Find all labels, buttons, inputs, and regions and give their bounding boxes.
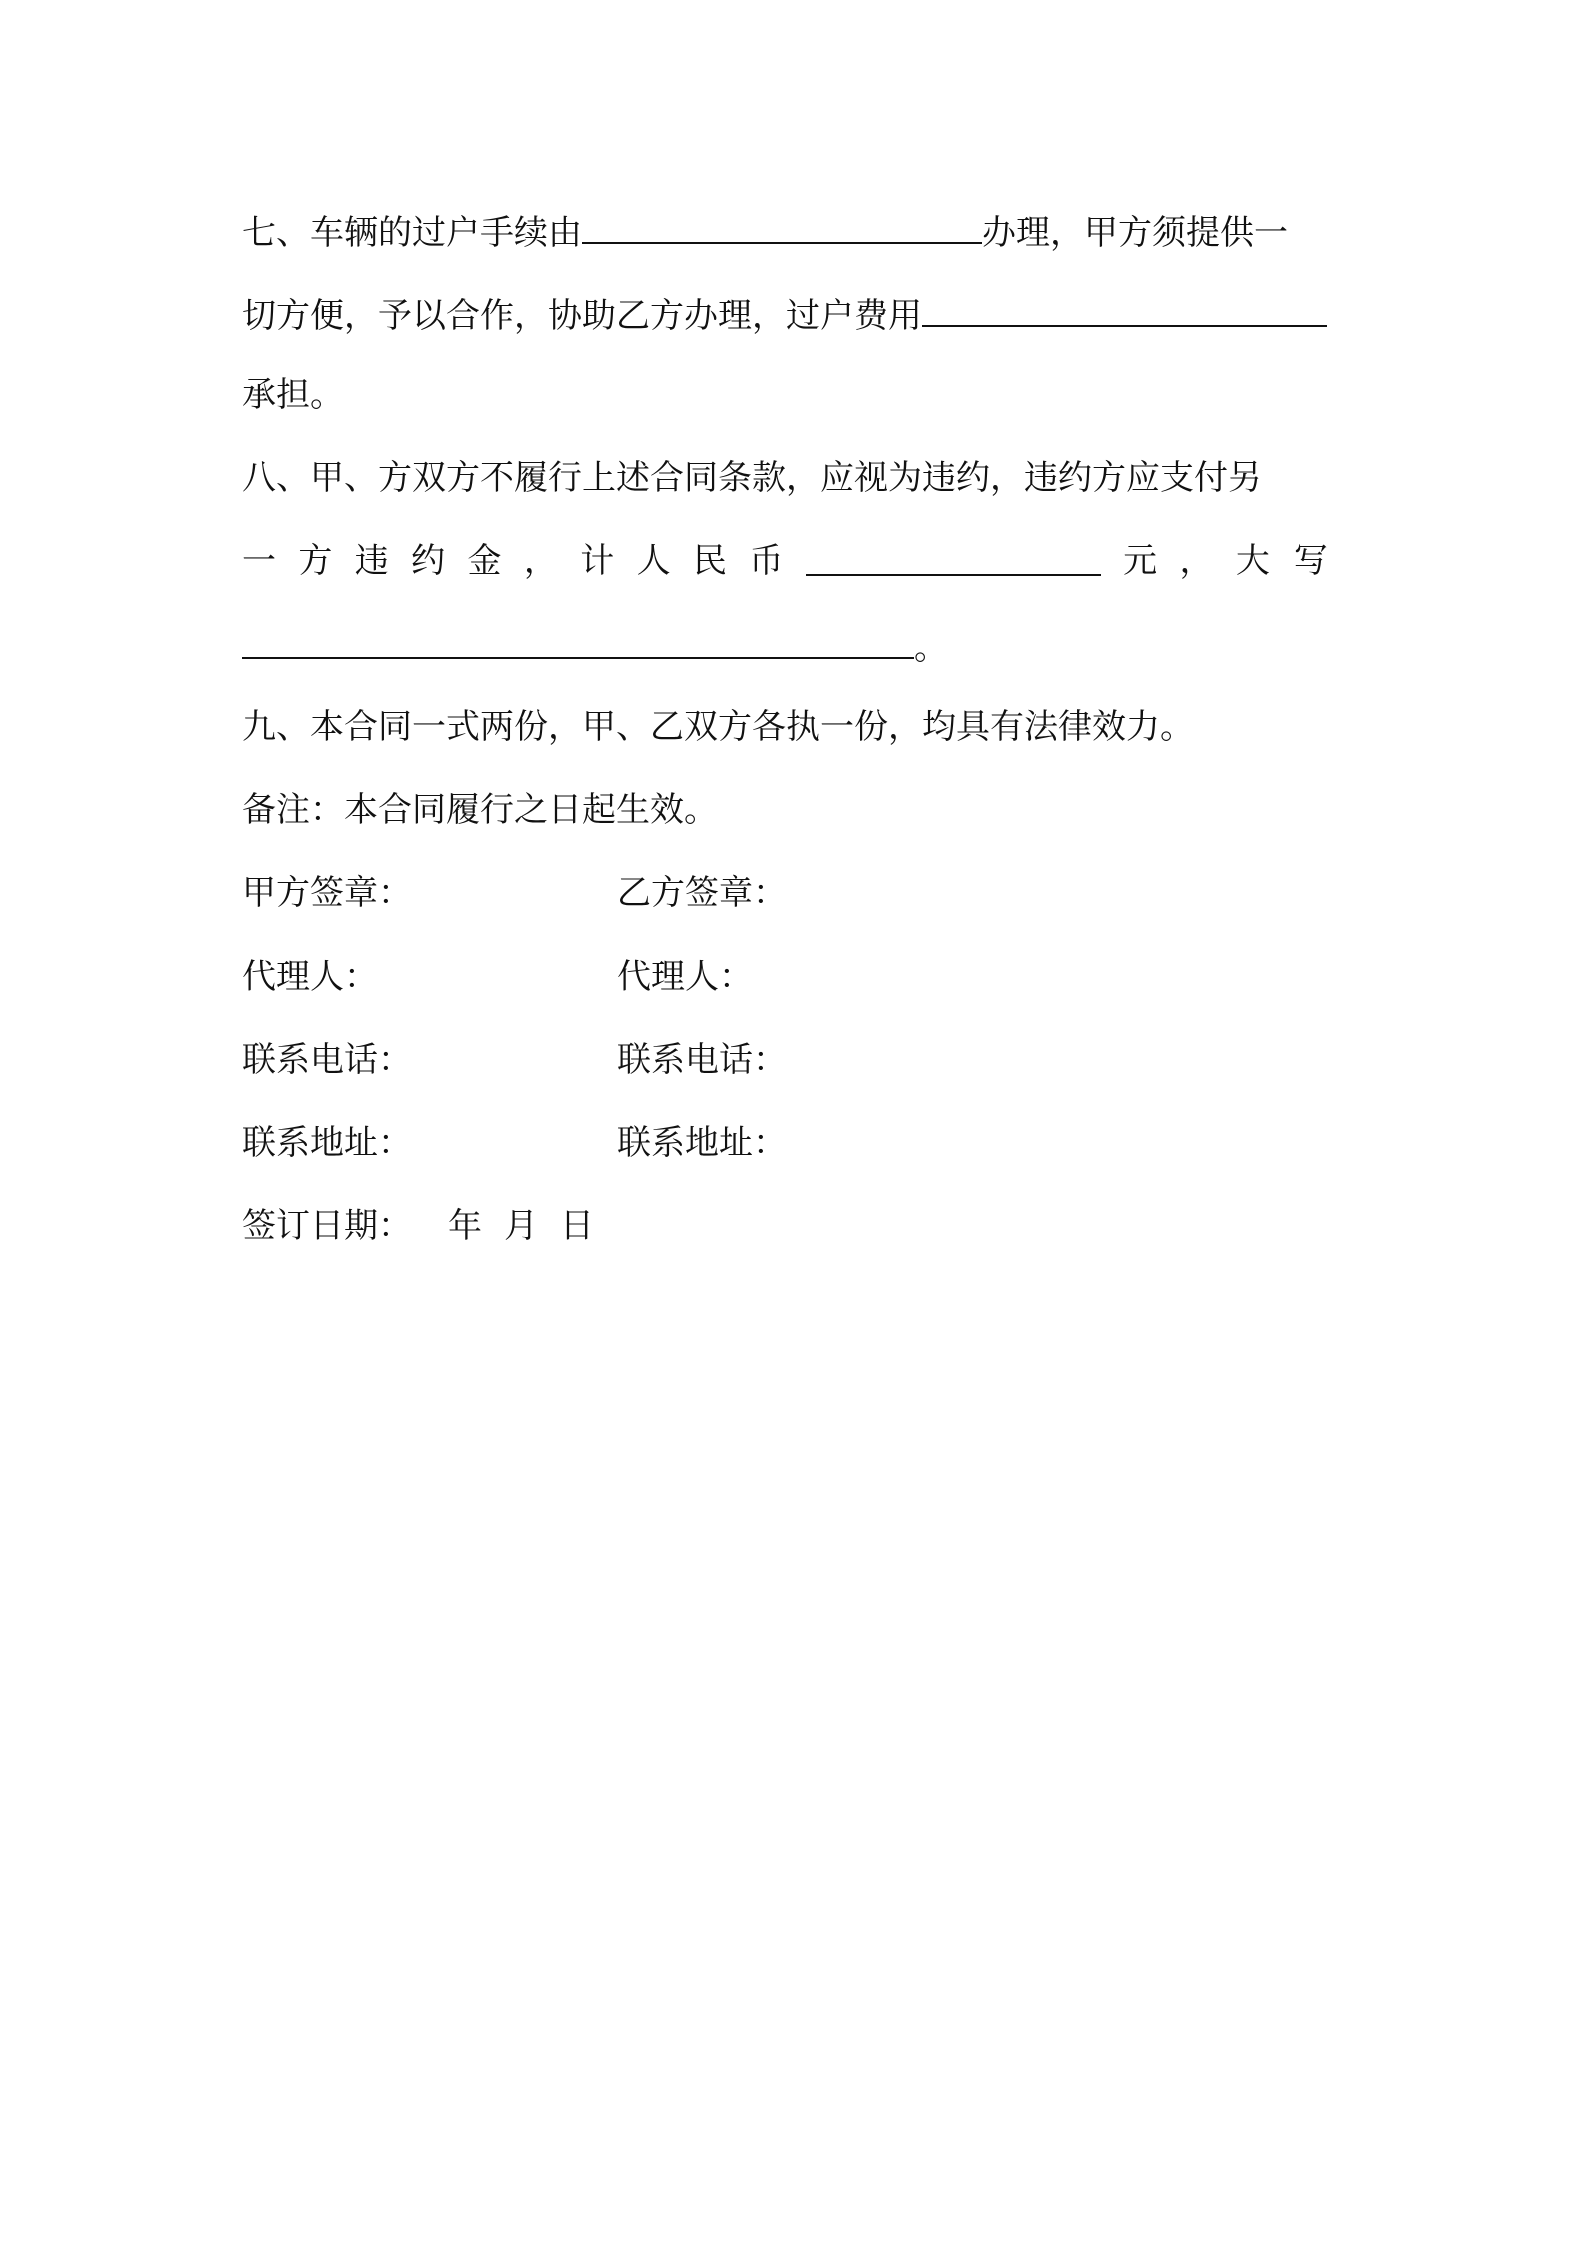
- clause-8-char: 金: [467, 541, 502, 581]
- clause-7-text-4: 承担。: [242, 375, 344, 415]
- clause-7-text-3: 切方便，予以合作，协助乙方办理，过户费用: [242, 296, 922, 336]
- party-a-phone-label: 联系电话：: [242, 1040, 412, 1080]
- clause-8-char: 一: [242, 541, 276, 581]
- clause-8-char: 民: [693, 541, 727, 581]
- clause-8-char: 计: [580, 541, 615, 581]
- sign-date-year: 年: [448, 1206, 482, 1246]
- penalty-amount-uppercase-blank[interactable]: [242, 627, 914, 659]
- party-a-address-label: 联系地址：: [242, 1123, 412, 1163]
- yuan-label: 元: [1123, 541, 1158, 581]
- sign-date-month: 月: [504, 1206, 538, 1246]
- transfer-fee-payer-blank[interactable]: [922, 295, 1327, 327]
- party-b-seal-label: 乙方签章：: [617, 873, 787, 913]
- clause-7-line-3: [242, 375, 344, 415]
- party-b-phone-label: 联系电话：: [617, 1040, 787, 1080]
- clause-8-char: 违: [354, 541, 389, 581]
- party-b-address-label: 联系地址：: [617, 1123, 787, 1163]
- party-a-seal-label: 甲方签章：: [242, 873, 412, 913]
- clause-8-char: 方: [298, 541, 333, 581]
- clause-7-text-1: 七、车辆的过户手续由: [242, 213, 582, 253]
- clause-9: [242, 707, 1194, 747]
- clause-7-text-2: 办理，甲方须提供一: [982, 213, 1288, 253]
- clause-8-comma: ，: [1179, 541, 1214, 581]
- clause-8-char: 币: [749, 541, 784, 581]
- clause-7-line-2: [242, 295, 1327, 336]
- party-b-agent-label: 代理人：: [617, 957, 753, 997]
- sign-date: [242, 1206, 594, 1246]
- daxie-label: 大写: [1235, 541, 1352, 581]
- clause-8-char: 人: [636, 541, 671, 581]
- clause-8-text-1: 八、甲、方双方不履行上述合同条款，应视为违约，违约方应支付另: [242, 458, 1262, 498]
- clause-8-line-3: [242, 627, 948, 668]
- transfer-handler-blank[interactable]: [582, 212, 982, 244]
- clause-8-line-2: [242, 541, 1352, 581]
- clause-8-char: ，: [523, 541, 558, 581]
- clause-8-line-1: [242, 458, 1262, 498]
- clause-9-text: 九、本合同一式两份，甲、乙双方各执一份，均具有法律效力。: [242, 707, 1194, 747]
- note-text: 备注：本合同履行之日起生效。: [242, 790, 718, 830]
- party-a-agent-label: 代理人：: [242, 957, 378, 997]
- note: [242, 790, 718, 830]
- clause-8-char: 约: [411, 541, 446, 581]
- sign-date-day: 日: [560, 1206, 594, 1246]
- clause-8-period: 。: [914, 628, 948, 668]
- penalty-amount-blank[interactable]: [806, 544, 1101, 576]
- sign-date-label: 签订日期：: [242, 1206, 412, 1246]
- clause-7-line-1: [242, 212, 1288, 253]
